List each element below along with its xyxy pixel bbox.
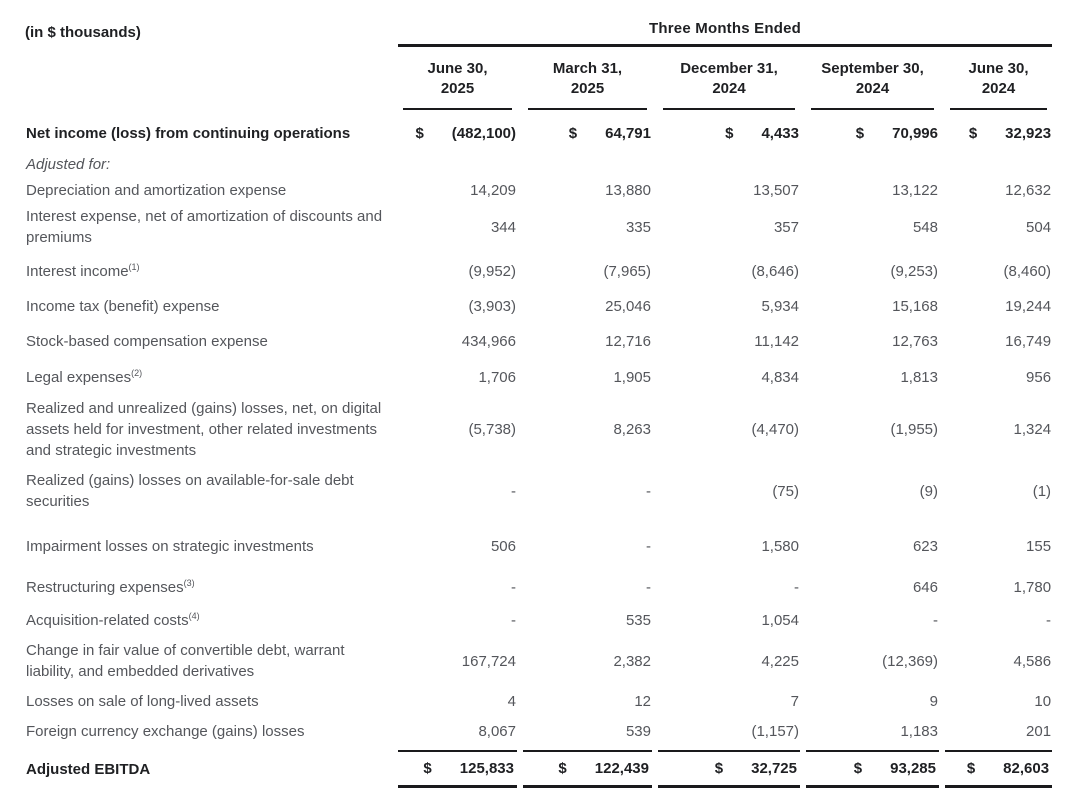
- row-label-cell: [25, 359, 395, 395]
- value-cell: [520, 395, 655, 464]
- cell-value: (4,470): [751, 421, 799, 438]
- value-cell: [520, 464, 655, 526]
- cell-value: 1,580: [761, 538, 799, 555]
- value-cell: [655, 178, 803, 203]
- cell-value: 93,285: [890, 760, 936, 777]
- units-label: [25, 15, 395, 110]
- adjusted-ebitda-reconciliation-table: [25, 15, 1055, 788]
- cell-value: (1,955): [890, 421, 938, 438]
- cell-value: (5,738): [468, 421, 516, 438]
- value-cell: [655, 203, 803, 254]
- value-cell: [803, 324, 942, 359]
- value-cell: [803, 746, 942, 788]
- cell-value: 956: [1026, 369, 1052, 386]
- cell-value: -: [511, 482, 516, 500]
- value-cell: [655, 567, 803, 604]
- value-cell: [395, 178, 520, 203]
- row-label-cell: [25, 203, 395, 254]
- row-label: Impairment losses on strategic investments: [26, 538, 314, 555]
- cell-value: -: [511, 579, 516, 596]
- cell-value: 82,603: [1003, 760, 1050, 777]
- value-cell: [395, 203, 520, 254]
- cell-value: 16,749: [1005, 333, 1052, 350]
- value-cell: [655, 324, 803, 359]
- row-label-cell: [25, 464, 395, 526]
- cell-value: 1,054: [761, 612, 799, 629]
- table-header: [25, 15, 1055, 110]
- value-cell: [395, 289, 520, 324]
- cell-value: 1,905: [613, 369, 651, 386]
- currency-symbol: $: [714, 760, 724, 777]
- value-cell: [395, 604, 520, 635]
- cell-value: 14,209: [470, 182, 516, 199]
- cell-value: 1,183: [900, 723, 938, 740]
- value-cell: [520, 635, 655, 686]
- cell-value: -: [646, 538, 651, 555]
- cell-value: 335: [625, 218, 651, 236]
- cell-value: 19,244: [1005, 298, 1052, 315]
- column-header-2: [520, 47, 655, 110]
- table-row: [25, 110, 1055, 151]
- cell-value: 167,724: [461, 652, 516, 670]
- value-cell: [942, 254, 1055, 289]
- cell-value: 32,923: [1005, 125, 1052, 142]
- cell-value: 344: [490, 218, 516, 236]
- footnote-ref: (2): [131, 368, 143, 378]
- cell-value: (8,646): [751, 263, 799, 280]
- value-cell: [520, 686, 655, 716]
- table-row: [25, 324, 1055, 359]
- row-label: Income tax (benefit) expense: [26, 298, 220, 315]
- cell-value: -: [1046, 612, 1052, 629]
- value-cell: [803, 526, 942, 567]
- row-label: Change in fair value of convertible debt, warrant liability, and embedded derivatives: [26, 642, 345, 680]
- value-cell: [942, 635, 1055, 686]
- value-cell: [395, 567, 520, 604]
- value-cell: [655, 746, 803, 788]
- value-cell: [803, 110, 942, 151]
- cell-value: 1,780: [1013, 579, 1052, 596]
- value-cell: [655, 604, 803, 635]
- value-cell: [520, 203, 655, 254]
- cell-value: 504: [1026, 218, 1052, 236]
- cell-value: 125,833: [459, 760, 514, 777]
- value-cell: [803, 635, 942, 686]
- row-label-cell: [25, 395, 395, 464]
- cell-value: 535: [625, 612, 651, 629]
- row-label-cell: [25, 716, 395, 746]
- value-cell: [942, 567, 1055, 604]
- row-label-cell: [25, 324, 395, 359]
- cell-value: (12,369): [882, 652, 938, 670]
- cell-value: (7,965): [603, 263, 651, 280]
- financial-statement-page: [25, 0, 1055, 788]
- cell-value: 4,834: [761, 369, 799, 386]
- cell-value: 122,439: [594, 760, 649, 777]
- value-cell: [942, 464, 1055, 526]
- cell-value: -: [794, 579, 799, 596]
- cell-value: -: [933, 612, 938, 629]
- value-cell: [395, 686, 520, 716]
- value-cell: [942, 526, 1055, 567]
- value-cell: [655, 151, 803, 178]
- value-cell: [942, 203, 1055, 254]
- cell-value: (1): [1032, 482, 1052, 500]
- currency-symbol: $: [725, 125, 734, 142]
- value-cell: [942, 395, 1055, 464]
- value-cell: [655, 289, 803, 324]
- value-cell: [942, 178, 1055, 203]
- period-title-cell: [395, 15, 1055, 47]
- row-label: Net income (loss) from continuing operations: [26, 125, 351, 142]
- value-cell: [655, 716, 803, 746]
- value-cell: [942, 324, 1055, 359]
- row-label-cell: [25, 604, 395, 635]
- cell-value: (9): [919, 482, 938, 500]
- value-cell: [395, 359, 520, 395]
- column-header-label: March 31, 2025: [528, 59, 647, 110]
- cell-value: 5,934: [761, 298, 799, 315]
- value-cell: [395, 151, 520, 178]
- table-row: [25, 464, 1055, 526]
- value-cell: [520, 324, 655, 359]
- value-cell: [520, 178, 655, 203]
- cell-value: 4,225: [761, 652, 799, 670]
- cell-value: 7: [790, 693, 799, 710]
- value-cell: [395, 395, 520, 464]
- cell-value: 623: [912, 538, 938, 555]
- row-label-cell: [25, 151, 395, 178]
- cell-value: 1,706: [478, 369, 516, 386]
- cell-value: (9,952): [468, 263, 516, 280]
- cell-value: 64,791: [605, 125, 651, 142]
- value-cell: [395, 635, 520, 686]
- currency-symbol: $: [968, 125, 978, 142]
- cell-value: 25,046: [605, 298, 651, 315]
- cell-value: -: [511, 612, 516, 629]
- cell-value: (1,157): [751, 723, 799, 740]
- row-label-cell: [25, 289, 395, 324]
- value-cell: [803, 686, 942, 716]
- currency-symbol: $: [853, 760, 863, 777]
- cell-value: 201: [1026, 723, 1052, 740]
- value-cell: [655, 464, 803, 526]
- cell-value: (75): [772, 482, 799, 500]
- table-row: [25, 604, 1055, 635]
- cell-value: 434,966: [461, 333, 516, 350]
- cell-value: (482,100): [451, 125, 516, 142]
- cell-value: 13,122: [892, 182, 938, 199]
- cell-value: 357: [773, 218, 799, 236]
- currency-symbol: $: [415, 125, 424, 142]
- value-cell: [803, 604, 942, 635]
- row-label: Acquisition-related costs: [26, 612, 189, 629]
- value-cell: [520, 110, 655, 151]
- table-row: [25, 203, 1055, 254]
- value-cell: [395, 324, 520, 359]
- value-cell: [395, 464, 520, 526]
- row-label: Foreign currency exchange (gains) losses: [26, 723, 305, 740]
- currency-symbol: $: [558, 760, 567, 777]
- value-cell: [803, 203, 942, 254]
- value-cell: [942, 289, 1055, 324]
- cell-value: 10: [1034, 693, 1052, 710]
- value-cell: [942, 359, 1055, 395]
- value-cell: [803, 716, 942, 746]
- title-row: [25, 15, 1055, 47]
- row-label: Realized (gains) losses on available-for-sale debt securities: [26, 472, 354, 510]
- value-cell: [520, 151, 655, 178]
- table-row: [25, 254, 1055, 289]
- cell-value: 548: [912, 218, 938, 236]
- footnote-ref: (4): [188, 611, 200, 621]
- value-cell: [520, 359, 655, 395]
- row-label-cell: [25, 110, 395, 151]
- value-cell: [942, 716, 1055, 746]
- cell-value: (3,903): [468, 298, 516, 315]
- value-cell: [655, 254, 803, 289]
- table-row: [25, 567, 1055, 604]
- currency-symbol: $: [855, 125, 865, 142]
- value-cell: [520, 567, 655, 604]
- row-label-cell: [25, 567, 395, 604]
- cell-value: 646: [912, 579, 938, 596]
- cell-value: 8,263: [613, 421, 651, 438]
- table-row: [25, 289, 1055, 324]
- column-header-label: June 30, 2024: [950, 59, 1047, 110]
- cell-value: 12,632: [1005, 182, 1052, 199]
- period-title: Three Months Ended: [398, 15, 1052, 47]
- cell-value: 12: [634, 693, 651, 710]
- table-row: [25, 526, 1055, 567]
- cell-value: 32,725: [751, 760, 797, 777]
- units-label-text: (in $ thousands): [25, 24, 141, 41]
- table-row: [25, 686, 1055, 716]
- value-cell: [520, 746, 655, 788]
- row-label-cell: [25, 178, 395, 203]
- table-body: [25, 110, 1055, 788]
- row-label: Interest expense, net of amortization of discounts and premiums: [26, 208, 383, 246]
- value-cell: [655, 635, 803, 686]
- column-header-label: June 30, 2025: [403, 59, 512, 110]
- row-label: Adjusted for:: [26, 156, 111, 173]
- value-cell: [803, 178, 942, 203]
- value-cell: [942, 151, 1055, 178]
- column-header-label: September 30, 2024: [811, 59, 934, 110]
- footnote-ref: (3): [183, 578, 195, 588]
- value-cell: [655, 395, 803, 464]
- table-row: [25, 395, 1055, 464]
- row-label: Realized and unrealized (gains) losses, net, on digital assets held for investment, other related investments and strategic investments: [26, 400, 382, 459]
- cell-value: 4,586: [1013, 652, 1052, 670]
- column-header-5: [942, 47, 1055, 110]
- table-row: [25, 151, 1055, 178]
- cell-value: (8,460): [1003, 263, 1052, 280]
- value-cell: [803, 254, 942, 289]
- cell-value: -: [646, 579, 651, 596]
- value-cell: [942, 746, 1055, 788]
- column-header-3: [655, 47, 803, 110]
- cell-value: 13,507: [753, 182, 799, 199]
- row-label: Depreciation and amortization expense: [26, 182, 287, 199]
- cell-value: 12,716: [605, 333, 651, 350]
- value-cell: [520, 716, 655, 746]
- value-cell: [520, 526, 655, 567]
- value-cell: [395, 110, 520, 151]
- cell-value: 9: [929, 693, 938, 710]
- cell-value: 155: [1026, 538, 1052, 555]
- table-row: [25, 716, 1055, 746]
- value-cell: [395, 716, 520, 746]
- currency-symbol: $: [568, 125, 578, 142]
- value-cell: [395, 254, 520, 289]
- value-cell: [520, 604, 655, 635]
- row-label: Adjusted EBITDA: [26, 760, 151, 778]
- row-label: Losses on sale of long-lived assets: [26, 693, 259, 710]
- cell-value: -: [646, 482, 651, 500]
- value-cell: [520, 254, 655, 289]
- cell-value: 1,324: [1013, 421, 1052, 438]
- row-label: Legal expenses: [26, 369, 132, 386]
- table-row: [25, 746, 1055, 788]
- value-cell: [803, 567, 942, 604]
- value-cell: [803, 464, 942, 526]
- column-header-1: [395, 47, 520, 110]
- table-row: [25, 635, 1055, 686]
- cell-value: 1,813: [900, 369, 938, 386]
- column-header-4: [803, 47, 942, 110]
- row-label-cell: [25, 526, 395, 567]
- table-row: [25, 178, 1055, 203]
- value-cell: [655, 359, 803, 395]
- value-cell: [395, 526, 520, 567]
- cell-value: 12,763: [892, 333, 938, 350]
- cell-value: 4,433: [761, 125, 799, 142]
- table-row: [25, 359, 1055, 395]
- cell-value: 15,168: [892, 298, 938, 315]
- row-label: Interest income: [26, 263, 129, 280]
- cell-value: 539: [625, 723, 651, 740]
- currency-symbol: $: [966, 760, 976, 777]
- cell-value: 4: [507, 693, 516, 710]
- value-cell: [942, 686, 1055, 716]
- row-label-cell: [25, 686, 395, 716]
- row-label-cell: [25, 254, 395, 289]
- row-label: Stock-based compensation expense: [26, 333, 268, 350]
- value-cell: [655, 110, 803, 151]
- value-cell: [520, 289, 655, 324]
- row-label-cell: [25, 635, 395, 686]
- cell-value: 13,880: [605, 182, 651, 199]
- value-cell: [803, 289, 942, 324]
- value-cell: [803, 395, 942, 464]
- value-cell: [803, 359, 942, 395]
- column-header-label: December 31, 2024: [663, 59, 795, 110]
- footnote-ref: (1): [128, 262, 140, 272]
- cell-value: 506: [490, 538, 516, 555]
- value-cell: [803, 151, 942, 178]
- currency-symbol: $: [423, 760, 432, 777]
- cell-value: 8,067: [478, 723, 516, 740]
- value-cell: [395, 746, 520, 788]
- value-cell: [942, 110, 1055, 151]
- cell-value: 70,996: [892, 125, 938, 142]
- row-label-cell: [25, 746, 395, 788]
- value-cell: [655, 686, 803, 716]
- row-label: Restructuring expenses: [26, 579, 184, 596]
- value-cell: [942, 604, 1055, 635]
- value-cell: [655, 526, 803, 567]
- cell-value: 11,142: [754, 333, 799, 350]
- cell-value: (9,253): [890, 263, 938, 280]
- cell-value: 2,382: [613, 652, 651, 670]
